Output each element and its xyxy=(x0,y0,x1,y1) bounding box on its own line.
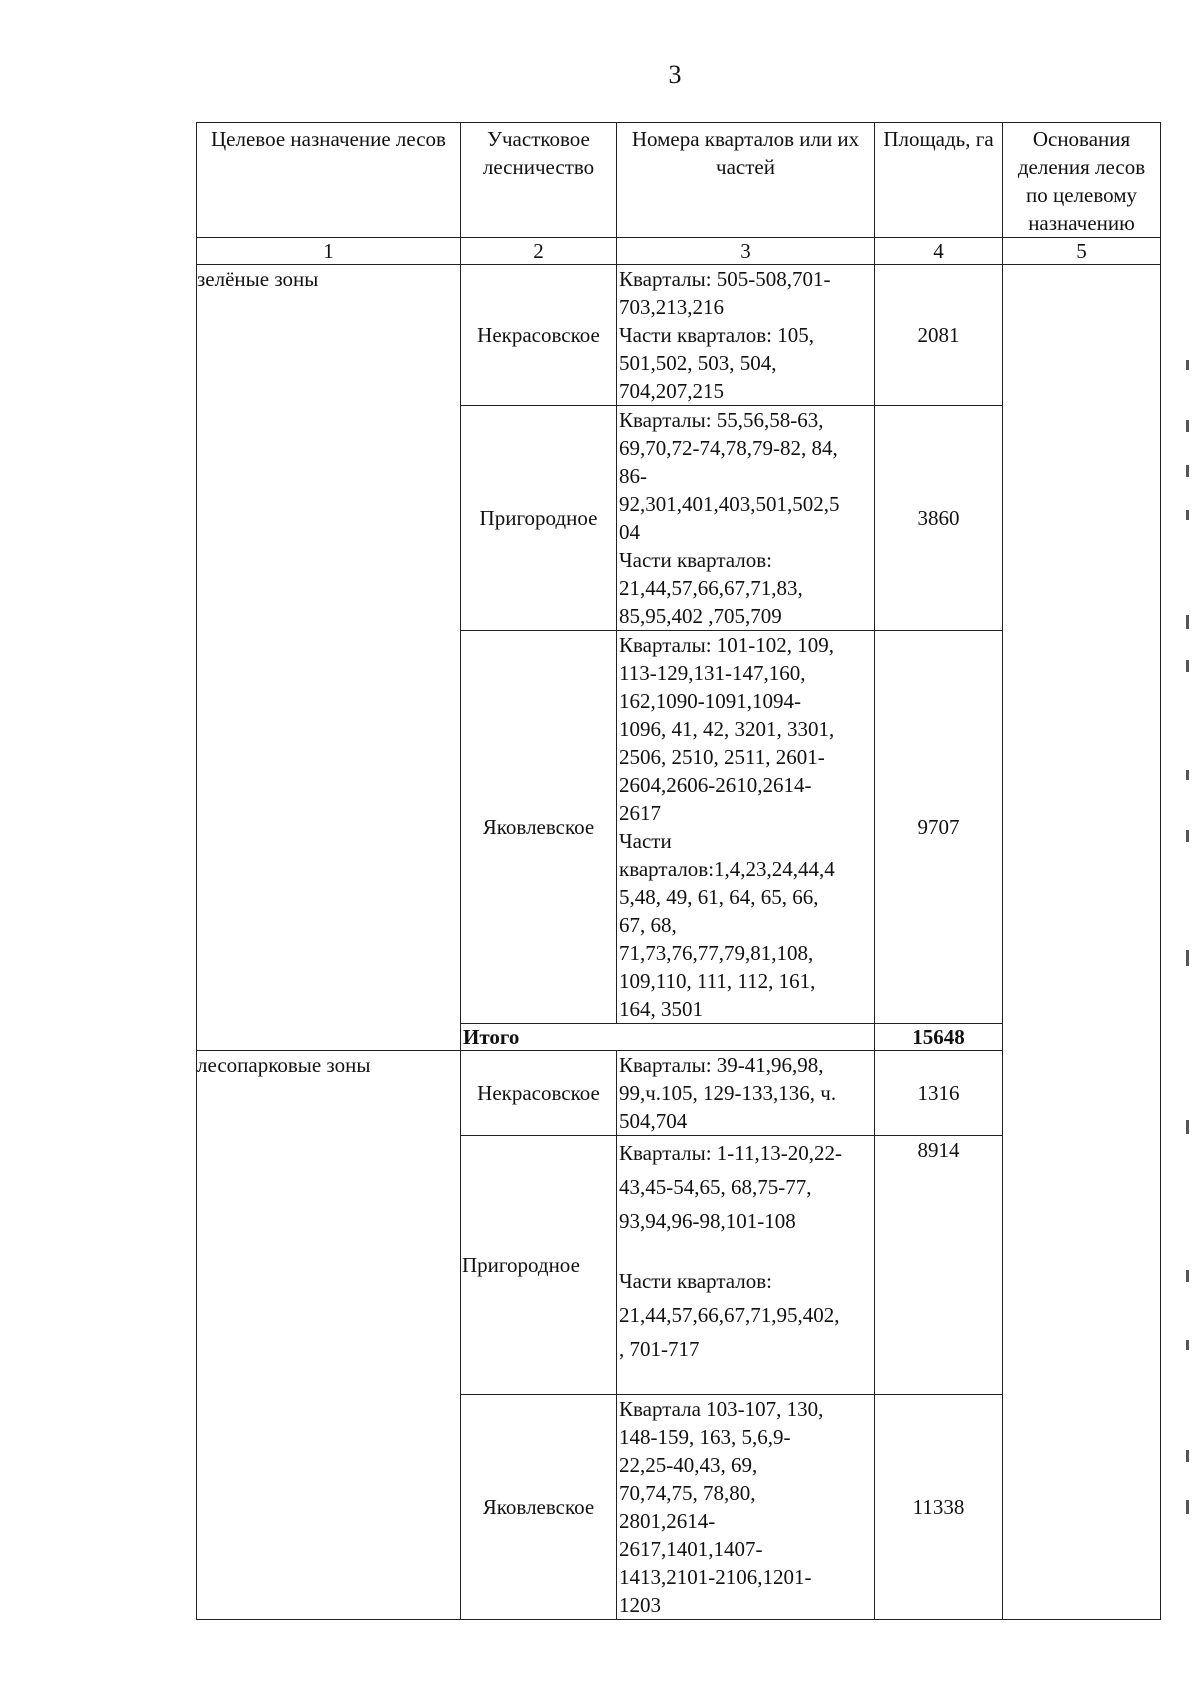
purpose-green-zones: зелёные зоны xyxy=(197,265,461,1051)
forestry-name: Пригородное xyxy=(461,406,617,631)
quarters-line: 1203 xyxy=(619,1593,661,1617)
quarters-list xyxy=(617,631,875,1024)
header-quarters: Номера кварталов или их частей xyxy=(617,123,875,238)
scan-edge-mark xyxy=(1186,510,1189,520)
basis-cell xyxy=(1003,265,1161,1620)
quarters-gap xyxy=(619,1238,872,1264)
quarters-line: 43,45-54,65, 68,75-77, xyxy=(619,1175,812,1199)
quarters-line: 21,44,57,66,67,71,83, xyxy=(619,576,803,600)
quarters-line: 2617,1401,1407- xyxy=(619,1537,763,1561)
quarters-line: Части xyxy=(619,829,672,853)
area-value: 1316 xyxy=(875,1051,1003,1136)
scan-edge-mark xyxy=(1186,950,1189,966)
quarters-line: Кварталы: 1-11,13-20,22- xyxy=(619,1141,843,1165)
quarters-line: , 701-717 xyxy=(619,1337,700,1361)
quarters-line: 69,70,72-74,78,79-82, 84, xyxy=(619,436,838,460)
header-basis: Основания деления лесов по целевому назначению xyxy=(1003,123,1161,238)
column-number: 2 xyxy=(461,238,617,265)
header-forestry: Участковое лесничество xyxy=(461,123,617,238)
forestry-name: Пригородное xyxy=(461,1136,617,1395)
purpose-forest-park-zones: лесопарковые зоны xyxy=(197,1051,461,1620)
quarters-line: 109,110, 111, 112, 161, xyxy=(619,969,816,993)
quarters-line: 71,73,76,77,79,81,108, xyxy=(619,941,814,965)
area-value: 9707 xyxy=(875,631,1003,1024)
quarters-line: кварталов:1,4,23,24,44,4 xyxy=(619,857,835,881)
forestry-name: Некрасовское xyxy=(461,1051,617,1136)
quarters-line: 2801,2614- xyxy=(619,1509,716,1533)
quarters-line: Кварталы: 505-508,701- xyxy=(619,267,831,291)
quarters-line: 21,44,57,66,67,71,95,402, xyxy=(619,1303,840,1327)
quarters-line: 85,95,402 ,705,709 xyxy=(619,604,782,628)
quarters-line: 113-129,131-147,160, xyxy=(619,661,806,685)
forestry-name: Яковлевское xyxy=(461,631,617,1024)
quarters-line: 162,1090-1091,1094- xyxy=(619,689,801,713)
quarters-list xyxy=(617,406,875,631)
quarters-line: 2506, 2510, 2511, 2601- xyxy=(619,745,825,769)
header-area: Площадь, га xyxy=(875,123,1003,238)
forest-purpose-table xyxy=(196,122,1161,1620)
table-row xyxy=(197,265,1161,406)
quarters-line: Части кварталов: 105, xyxy=(619,323,815,347)
quarters-line: Квартала 103-107, 130, xyxy=(619,1397,824,1421)
quarters-line: 04 xyxy=(619,520,640,544)
quarters-line: 70,74,75, 78,80, xyxy=(619,1481,756,1505)
quarters-line: Части кварталов: xyxy=(619,548,773,572)
scan-edge-mark xyxy=(1186,615,1189,629)
column-number: 4 xyxy=(875,238,1003,265)
quarters-list xyxy=(617,265,875,406)
scan-edge-marks xyxy=(1186,360,1194,1640)
quarters-line: 704,207,215 xyxy=(619,379,724,403)
quarters-line: 504,704 xyxy=(619,1109,688,1133)
total-area: 15648 xyxy=(875,1024,1003,1051)
quarters-line: Части кварталов: xyxy=(619,1269,773,1293)
header-purpose: Целевое назначение лесов xyxy=(197,123,461,238)
quarters-line: 1096, 41, 42, 3201, 3301, xyxy=(619,717,835,741)
quarters-line: 148-159, 163, 5,6,9- xyxy=(619,1425,791,1449)
quarters-line: 93,94,96-98,101-108 xyxy=(619,1209,796,1233)
page-number: 3 xyxy=(668,60,682,89)
column-number-row xyxy=(197,238,1161,265)
column-number: 1 xyxy=(197,238,461,265)
quarters-line: 1413,2101-2106,1201- xyxy=(619,1565,812,1589)
quarters-line: 92,301,401,403,501,502,5 xyxy=(619,492,840,516)
quarters-line: Кварталы: 39-41,96,98, xyxy=(619,1053,824,1077)
total-label: Итого xyxy=(461,1024,875,1051)
scan-edge-mark xyxy=(1186,1500,1189,1514)
quarters-line: 2617 xyxy=(619,801,661,825)
scan-edge-mark xyxy=(1186,465,1189,477)
quarters-line: 501,502, 503, 504, xyxy=(619,351,777,375)
quarters-line: Кварталы: 101-102, 109, xyxy=(619,633,835,657)
quarters-list xyxy=(617,1051,875,1136)
area-value: 3860 xyxy=(875,406,1003,631)
quarters-line: Кварталы: 55,56,58-63, xyxy=(619,408,824,432)
area-value: 11338 xyxy=(875,1395,1003,1620)
scan-edge-mark xyxy=(1186,660,1189,672)
quarters-line: 2604,2606-2610,2614- xyxy=(619,773,812,797)
table-header-row xyxy=(197,123,1161,238)
scan-edge-mark xyxy=(1186,1450,1189,1462)
forestry-name: Яковлевское xyxy=(461,1395,617,1620)
scan-edge-mark xyxy=(1186,1120,1189,1134)
scan-edge-mark xyxy=(1186,1270,1189,1282)
column-number: 5 xyxy=(1003,238,1161,265)
forestry-name: Некрасовское xyxy=(461,265,617,406)
quarters-line: 703,213,216 xyxy=(619,295,724,319)
quarters-list xyxy=(617,1395,875,1620)
quarters-line: 99,ч.105, 129-133,136, ч. xyxy=(619,1081,837,1105)
quarters-line: 22,25-40,43, 69, xyxy=(619,1453,758,1477)
scan-edge-mark xyxy=(1186,360,1189,370)
scan-edge-mark xyxy=(1186,1340,1189,1350)
scan-edge-mark xyxy=(1186,830,1189,842)
quarters-line: 164, 3501 xyxy=(619,997,703,1021)
scan-edge-mark xyxy=(1186,770,1189,780)
quarters-list xyxy=(617,1136,875,1395)
area-value: 2081 xyxy=(875,265,1003,406)
quarters-line: 86- xyxy=(619,464,647,488)
scan-edge-mark xyxy=(1186,420,1189,432)
area-value: 8914 xyxy=(875,1136,1003,1395)
column-number: 3 xyxy=(617,238,875,265)
quarters-line: 67, 68, xyxy=(619,913,677,937)
quarters-line: 5,48, 49, 61, 64, 65, 66, xyxy=(619,885,819,909)
